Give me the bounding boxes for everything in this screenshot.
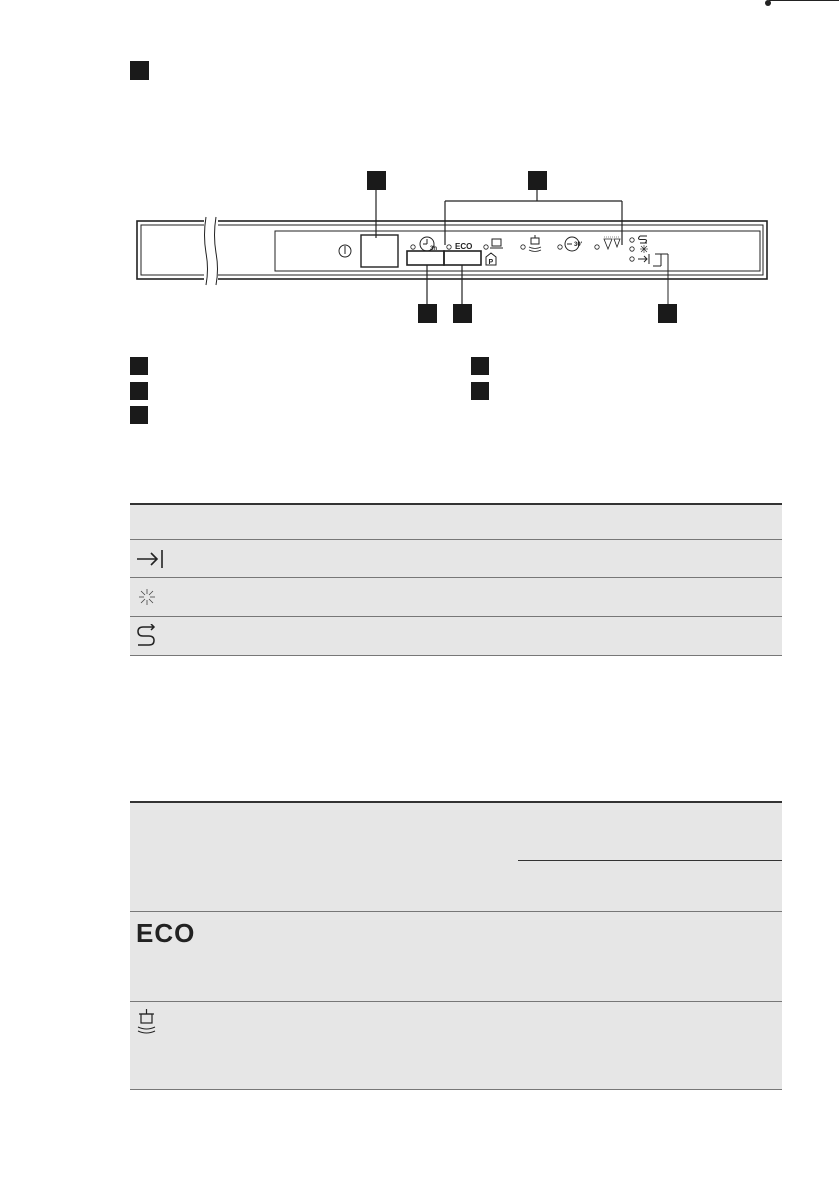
pots-icon bbox=[529, 235, 541, 252]
program-table-header bbox=[130, 801, 782, 911]
end-icon bbox=[638, 254, 649, 264]
svg-text:P: P bbox=[488, 259, 494, 266]
control-panel-illustration bbox=[120, 165, 820, 330]
table-row bbox=[130, 911, 782, 1001]
legend-marker-3 bbox=[130, 406, 148, 424]
end-icon bbox=[136, 548, 166, 570]
legend-marker-4 bbox=[471, 357, 489, 375]
eco-icon bbox=[136, 918, 195, 949]
glass-icon bbox=[604, 237, 620, 249]
delay-button bbox=[407, 251, 444, 265]
legend-marker-1 bbox=[130, 357, 148, 375]
rinse-aid-icon bbox=[639, 236, 648, 243]
table-row bbox=[130, 616, 782, 656]
timer-30-icon bbox=[565, 237, 583, 251]
callout-3 bbox=[658, 304, 677, 323]
cup-icon bbox=[490, 239, 503, 248]
salt-sparkle-icon bbox=[136, 586, 166, 608]
eco-icon: ECO bbox=[455, 242, 473, 251]
svg-text:30': 30' bbox=[574, 242, 583, 248]
callout-5 bbox=[528, 171, 547, 190]
indicator-table-header bbox=[130, 503, 782, 539]
legend-marker-2 bbox=[130, 382, 148, 400]
legend-marker-5 bbox=[471, 382, 489, 400]
power-icon bbox=[339, 245, 351, 257]
p-icon bbox=[486, 253, 496, 266]
top-rule bbox=[769, 0, 839, 1]
program-button bbox=[444, 251, 481, 265]
indicator-table bbox=[130, 503, 782, 656]
svg-text:3h: 3h bbox=[430, 246, 438, 252]
callout-1 bbox=[418, 304, 437, 323]
table-row bbox=[130, 539, 782, 577]
section-marker bbox=[130, 61, 149, 80]
table-row bbox=[130, 577, 782, 616]
delay-3h-icon bbox=[420, 237, 437, 252]
pots-icon bbox=[136, 1008, 162, 1034]
callout-4 bbox=[367, 171, 386, 190]
callout-2 bbox=[453, 304, 472, 323]
salt-icon bbox=[640, 245, 648, 253]
rinse-aid-icon bbox=[136, 624, 166, 648]
table-row bbox=[130, 1001, 782, 1090]
display bbox=[361, 235, 398, 267]
header-subrule bbox=[518, 860, 782, 861]
program-table bbox=[130, 801, 782, 1090]
eco-label: ECO bbox=[136, 918, 196, 948]
